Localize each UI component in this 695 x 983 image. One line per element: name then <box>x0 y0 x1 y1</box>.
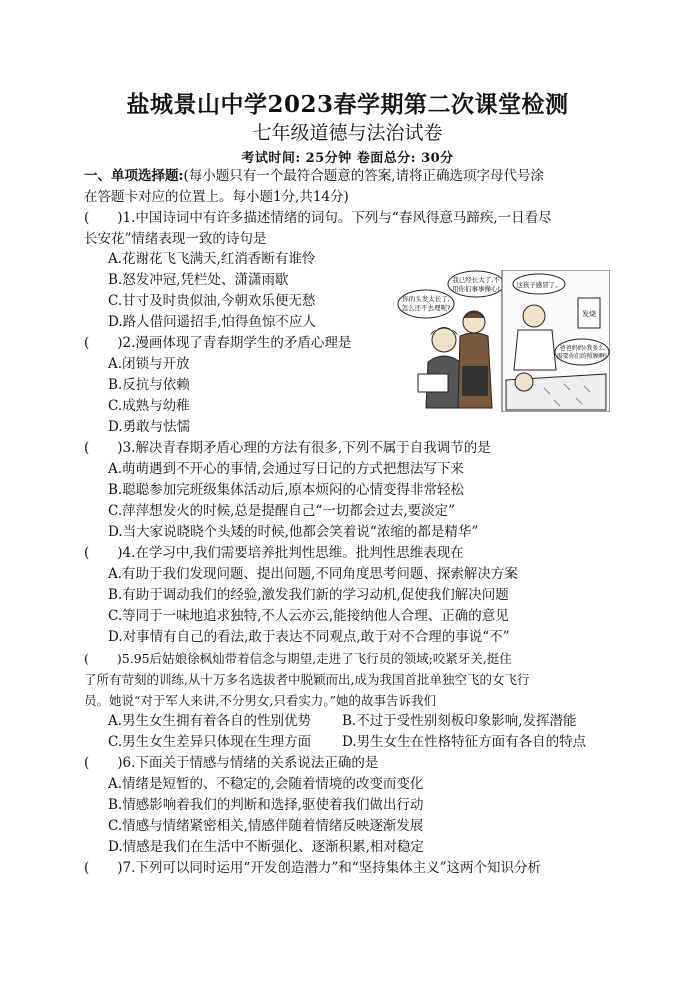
question-7: ( )7.下列可以同时运用“开发创造潜力”和“坚持集体主义”这两个知识分析 <box>84 860 542 876</box>
q3-option-b: B.聪聪参加完班级集体活动后,原本烦闷的心情变得非常轻松 <box>108 482 465 498</box>
right-panel <box>502 270 610 412</box>
page-title: 盐城景山中学2023春学期第二次课堂检测 <box>126 91 569 118</box>
section-instructions-1: (每小题只有一个最符合题意的答案,请将正确选项字母代号涂 <box>183 168 545 184</box>
q2-option-b: B.反抗与依赖 <box>108 377 190 393</box>
q3-option-d: D.当大家说晓晓个头矮的时候,他都会笑着说“浓缩的都是精华” <box>108 524 479 540</box>
q2-option-d: D.勇敢与怯懦 <box>108 419 191 435</box>
question-2: ( )2.漫画体现了青春期学生的矛盾心理是 <box>84 335 352 351</box>
q2-option-a: A.闭锁与开放 <box>108 356 190 372</box>
q4-option-c: C.等同于一味地追求独特,不人云亦云,能接纳他人合理、正确的意见 <box>108 608 509 624</box>
page-subtitle: 七年级道德与法治试卷 <box>252 122 443 144</box>
q4-option-b: B.有助于调动我们的经验,激发我们新的学习动机,促使我们解决问题 <box>108 587 509 603</box>
exam-meta: 考试时间: 25分钟 卷面总分: 30分 <box>241 151 454 166</box>
question-6: ( )6.下面关于情感与情绪的关系说法正确的是 <box>84 755 379 771</box>
q5-option-a: A.男生女生拥有着各自的性别优势 <box>108 713 312 729</box>
bubble-4-line2: 需要你们的照顾啊! <box>556 353 608 360</box>
question-4: ( )4.在学习中,我们需要培养批判性思维。批判性思维表现在 <box>84 545 464 561</box>
q5-option-c: C.男生女生差异只体现在生理方面 <box>108 734 312 750</box>
section-instructions-2: 在答题卡对应的位置上。每小题1分,共14分) <box>84 189 349 205</box>
bubble-2-line1: 你的头发太长了, <box>402 295 450 303</box>
bubble-2-line2: 怎么还不去理呢? <box>401 304 451 312</box>
question-5: ( )5.95后姑娘徐枫灿带着信念与期望,走进了飞行员的领域;咬紧牙关,挺住 了所有苛刻的训练,从十万多名选拔者中脱颖而出,成为我国首批单独空飞的女飞行 员。她说“对于军人来讲,不分男女,只看实力。”她的故事告诉我们 <box>84 651 530 708</box>
cartoon-image <box>394 270 610 412</box>
q5-option-d: D.男生女生在性格特征方面有各自的特点 <box>342 734 587 750</box>
bubble-4-line1: 爸爸妈妈!我多么 <box>559 345 605 352</box>
q6-option-b: B.情感影响着我们的判断和选择,驱使着我们做出行动 <box>108 797 424 813</box>
bubble-3: 这孩子感冒了。 <box>516 281 562 289</box>
q6-option-d: D.情感是我们在生活中不断强化、逐渐积累,相对稳定 <box>108 839 424 855</box>
q6-option-c: C.情感与情绪紧密相关,情感伴随着情绪反映逐渐发展 <box>108 818 424 834</box>
q3-option-c: C.萍萍想发火的时候,总是提醒自己“一切都会过去,要淡定” <box>108 503 456 519</box>
q2-option-c: C.成熟与幼稚 <box>108 398 190 414</box>
q4-option-a: A.有助于我们发现问题、提出问题,不同角度思考问题、探索解决方案 <box>108 566 518 582</box>
bubble-1-line1: 我已经长大了,不 <box>452 276 500 284</box>
q1-option-b: B.怒发冲冠,凭栏处、潇潇雨歇 <box>108 272 289 288</box>
section-heading <box>84 166 614 208</box>
q1-option-d: D.路人借问遥招手,怕得鱼惊不应人 <box>108 314 316 330</box>
q5-option-b: B.不过于受性别刻板印象影响,发挥潜能 <box>342 713 577 729</box>
bubble-1-line2: 用你们事事操心! <box>451 285 501 293</box>
section-title: 一、单项选择题: <box>84 168 184 184</box>
question-3: ( )3.解决青春期矛盾心理的方法有很多,下列不属于自我调节的是 <box>84 440 491 456</box>
q1-option-a: A.花谢花飞飞满天,红消香断有谁怜 <box>108 251 316 267</box>
q6-option-a: A.情绪是短暂的、不稳定的,会随着情境的改变而变化 <box>108 776 424 792</box>
q1-option-c: C.甘寸及时贵似油,今朝欢乐便无愁 <box>108 293 316 309</box>
question-1: ( )1.中国诗词中有许多描述情绪的词句。下列与“春风得意马蹄疾,一日看尽 长安花”情绪表现一致的诗句是 <box>84 210 552 247</box>
q3-option-a: A.萌萌遇到不开心的事情,会通过写日记的方式把想法写下来 <box>108 461 464 477</box>
fever-sign: 发烧 <box>582 310 596 318</box>
q4-option-d: D.对事情有自己的看法,敢于表达不同观点,敢于对不合理的事说“不” <box>108 629 510 645</box>
